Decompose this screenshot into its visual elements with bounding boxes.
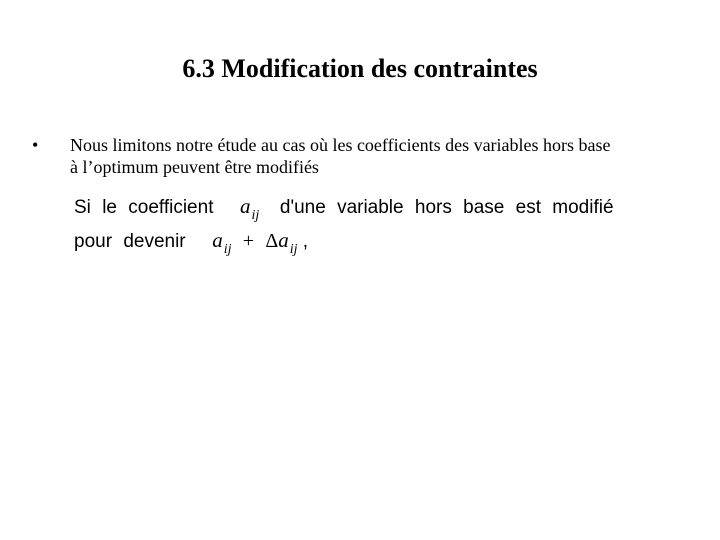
bullet-line: Nous limitons notre étude au cas où les coefficients des variables hors base bbox=[70, 135, 611, 155]
math-symbol-a: a bbox=[212, 228, 223, 252]
bullet-text bbox=[70, 134, 692, 178]
math-symbol-a: a bbox=[278, 228, 289, 252]
bullet-line: à l’optimum peuvent être modifiés bbox=[70, 157, 319, 177]
math-subscript: ij bbox=[289, 242, 298, 257]
math-word: le bbox=[102, 197, 117, 218]
math-word: Si bbox=[74, 197, 91, 218]
bullet-marker: • bbox=[32, 135, 39, 155]
math-plus-operator: + bbox=[242, 230, 255, 252]
math-delta: Δ bbox=[265, 230, 279, 252]
math-word: d'une bbox=[279, 197, 326, 218]
math-statement-line-2 bbox=[74, 228, 308, 256]
math-trailing-comma: , bbox=[302, 231, 309, 252]
math-word: hors bbox=[414, 197, 452, 218]
slide-title: 6.3 Modification des contraintes bbox=[182, 54, 538, 83]
math-word: devenir bbox=[123, 231, 186, 252]
math-word: modifié bbox=[552, 197, 614, 218]
math-subscript: ij bbox=[223, 242, 232, 257]
math-subscript: ij bbox=[251, 208, 260, 223]
math-symbol-a: a bbox=[240, 194, 251, 218]
math-word: base bbox=[463, 197, 505, 218]
math-statement-line-1 bbox=[74, 194, 620, 222]
math-word: pour bbox=[74, 231, 113, 252]
bullet-item bbox=[32, 134, 692, 178]
math-word: est bbox=[515, 197, 541, 218]
math-word: variable bbox=[337, 197, 404, 218]
math-word: coefficient bbox=[128, 197, 214, 218]
